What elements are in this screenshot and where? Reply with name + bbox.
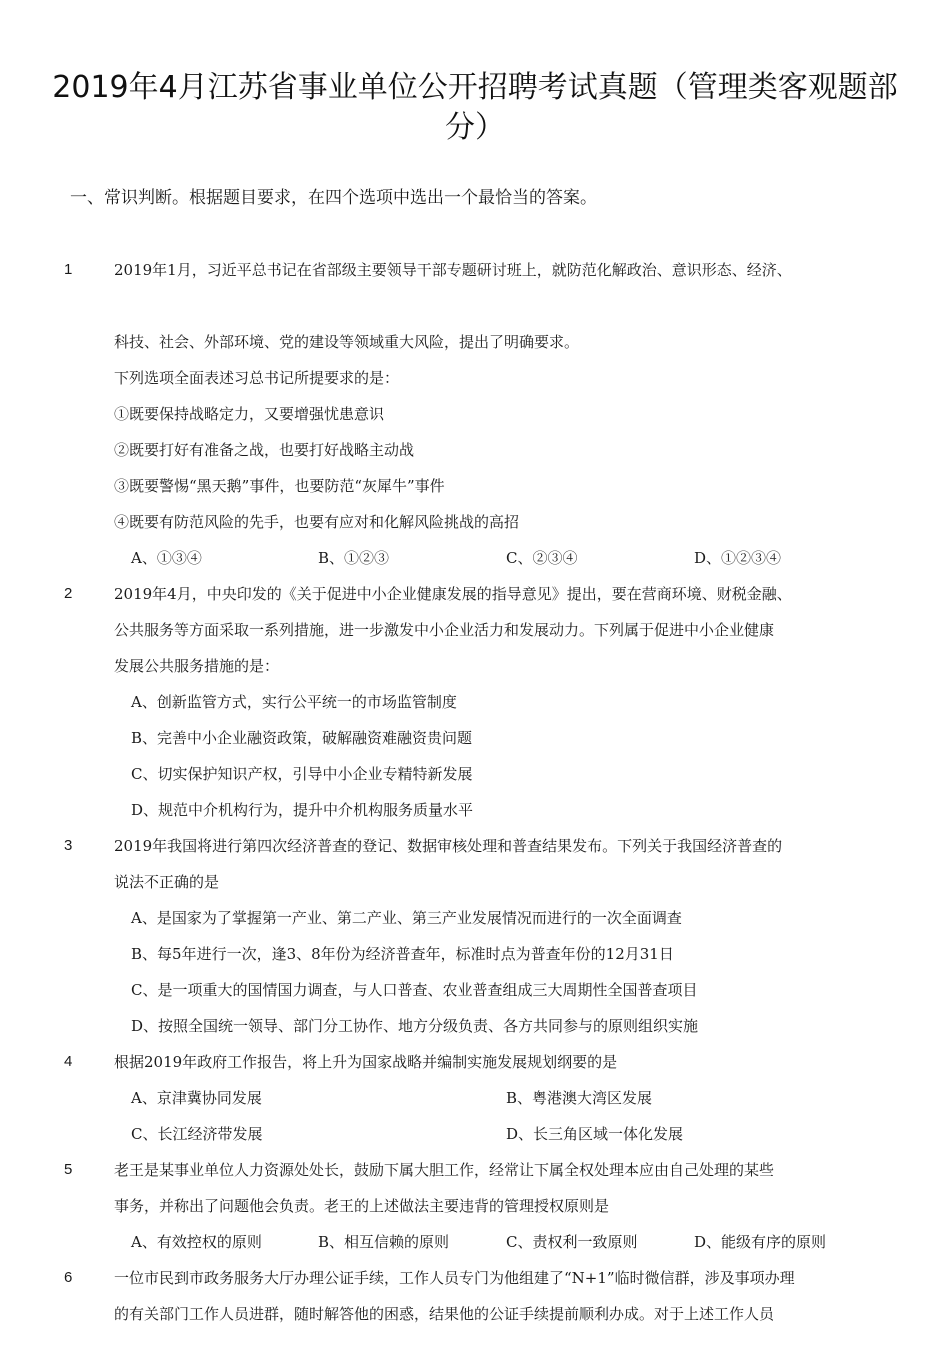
option-a: A、有效控权的原则: [131, 1233, 262, 1251]
question-stem-line: 公共服务等方面采取一系列措施，进一步激发中小企业活力和发展动力。下列属于促进中小企业健康: [114, 621, 775, 639]
question-stem-line: 2019年我国将进行第四次经济普查的登记、数据审核处理和普查结果发布。下列关于我国经济普查的: [114, 837, 783, 855]
option-c: C、长江经济带发展: [131, 1125, 263, 1143]
question-stem-line: 说法不正确的是: [114, 873, 220, 891]
option-d: D、按照全国统一领导、部门分工协作、地方分级负责、各方共同参与的原则组织实施: [131, 1017, 699, 1035]
question-stem-line: 事务，并称出了问题他会负责。老王的上述做法主要违背的管理授权原则是: [114, 1197, 610, 1215]
option-a: A、创新监管方式，实行公平统一的市场监管制度: [131, 693, 457, 711]
question-stem-line: 2019年1月，习近平总书记在省部级主要领导干部专题研讨班上，就防范化解政治、意识形态、经济、: [114, 261, 792, 279]
option-d: D、长三角区域一体化发展: [506, 1125, 684, 1143]
question-stem-line: 发展公共服务措施的是：: [114, 657, 280, 675]
statement-item: ③既要警惕“黑天鹅”事件，也要防范“灰犀牛”事件: [114, 477, 445, 495]
question-stem-line: 2019年4月，中央印发的《关于促进中小企业健康发展的指导意见》提出，要在营商环境、财税金融、: [114, 585, 792, 603]
question-stem-line: 科技、社会、外部环境、党的建设等领域重大风险，提出了明确要求。: [114, 333, 580, 351]
option-a: A、京津冀协同发展: [131, 1089, 262, 1107]
statement-item: ④既要有防范风险的先手，也要有应对和化解风险挑战的高招: [114, 513, 520, 531]
question-number: 2: [64, 585, 73, 602]
option-c: C、②③④: [506, 549, 578, 567]
title-line-2: 分）: [445, 110, 505, 145]
option-c: C、切实保护知识产权，引导中小企业专精特新发展: [131, 765, 473, 783]
option-b: B、每5年进行一次，逢3、8年份为经济普查年，标准时点为普查年份的12月31日: [131, 945, 674, 963]
option-b: B、粤港澳大湾区发展: [506, 1089, 653, 1107]
option-b: B、完善中小企业融资政策，破解融资难融资贵问题: [131, 729, 473, 747]
question-stem-line: 一位市民到市政务服务大厅办理公证手续，工作人员专门为他组建了“N+1”临时微信群，涉及事项办理: [114, 1269, 795, 1287]
option-b: B、相互信赖的原则: [318, 1233, 450, 1251]
question-stem-line: 根据2019年政府工作报告，将上升为国家战略并编制实施发展规划纲要的是: [114, 1053, 618, 1071]
question-number: 5: [64, 1161, 73, 1178]
question-number: 1: [64, 261, 73, 278]
question-number: 3: [64, 837, 73, 854]
document-title: [40, 68, 910, 148]
question-stem-line: 老王是某事业单位人力资源处处长，鼓励下属大胆工作，经常让下属全权处理本应由自己处理的某些: [114, 1161, 775, 1179]
option-d: D、规范中介机构行为，提升中介机构服务质量水平: [131, 801, 474, 819]
title-line-1: 2019年4月江苏省事业单位公开招聘考试真题（管理类客观题部: [52, 70, 898, 105]
option-b: B、①②③: [318, 549, 390, 567]
question-number: 6: [64, 1269, 73, 1286]
question-stem-line: 的有关部门工作人员进群，随时解答他的困惑，结果他的公证手续提前顺利办成。对于上述工作人员: [114, 1305, 775, 1323]
option-d: D、①②③④: [694, 549, 782, 567]
option-a: A、①③④: [131, 549, 202, 567]
section-heading: 一、常识判断。根据题目要求，在四个选项中选出一个最恰当的答案。: [70, 188, 597, 208]
option-d: D、能级有序的原则: [694, 1233, 827, 1251]
option-c: C、责权利一致原则: [506, 1233, 638, 1251]
option-a: A、是国家为了掌握第一产业、第二产业、第三产业发展情况而进行的一次全面调查: [131, 909, 682, 927]
question-number: 4: [64, 1053, 73, 1070]
question-stem-line: 下列选项全面表述习总书记所提要求的是：: [114, 369, 400, 387]
statement-item: ②既要打好有准备之战，也要打好战略主动战: [114, 441, 415, 459]
option-c: C、是一项重大的国情国力调查，与人口普查、农业普查组成三大周期性全国普查项目: [131, 981, 698, 999]
statement-item: ①既要保持战略定力，又要增强忧患意识: [114, 405, 385, 423]
